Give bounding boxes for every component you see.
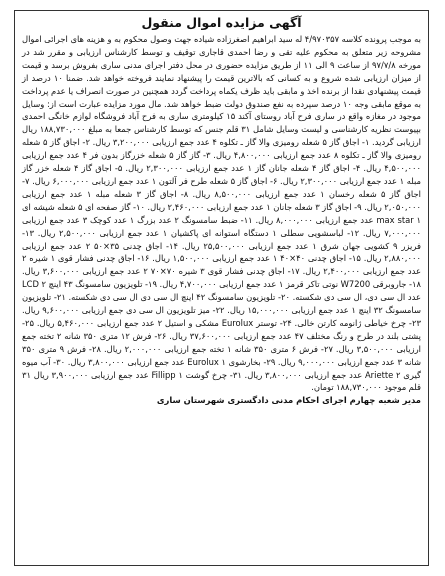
notice-signature: مدیر شعبه چهارم اجرای احکام مدنی دادگستری شهرستان ساری bbox=[156, 395, 421, 406]
notice-title: آگهی مزایده اموال منقول bbox=[141, 15, 302, 30]
auction-notice bbox=[14, 10, 429, 566]
notice-body: به موجب پرونده کلاسه ۴/۹۷۰۳۵۷ له سید ابراهیم اصغرزاده شیاده جهت وصول محکوم به و هزینه های اجرائی اموال مشروحه زیر متعلق به محکوم علیه تقی و رضا احمدی قاجاری توقیف و توسط کارشناس ارزیابی و مقرر شد در مورخه ۹۷/۷/۸ از ساعت ۹ الی ۱۱ از طریق مزایده حضوری در محل دفتر اجرای مدنی ساری بفروش برسد و قیمت از میزان ارزیابی شده شروع و به کسانی که بالاترین قیمت را پیشنهاد نمایند فروخته خواهد شد. ضمنا ۱۰ درصد از قیمت پیشنهادی نقدا از برنده اخذ و مابقی باید ظرف یکماه پرداخت گردد همچنین در صورت انصراف یا عدم پرداخت به موقع مابقی وجه ۱۰ درصد سپرده به نفع صندوق دولت ضبط خواهد شد. مال مورد مزایده عبارت است از: وسایل موجود در مغازه واقع در ساری فرح آباد روستای آکند ۱۵ کیلومتری ساری به فرح آباد فروشگاه لوازم خانگی احمدی بپیوست نظریه کارشناسی و لیست وسایل شامل ۳۱ قلم جنس که توسط کارشناس جمعا به مبلغ ۱۸۸,۷۳۰,۰۰۰ ریال ارزیابی گردید. ۱- اجاق گاز ۵ شعله رومیزی والا گاز ـ تکلوه ۴ عدد جمع ارزیابی ۳,۲۰۰,۰۰۰ ریال. ۲- اجاق گاز ۵ شعله رومیزی والا گاز ـ تکلوه ۸ عدد جمع ارزیابی ۴,۸۰۰,۰۰۰ ریال. ۳- گاز گاز ۵ شعله خزرگاز بدون فر ۴ عدد جمع ارزیابی ۴,۵۰۰,۰۰۰ ریال. ۴- اجاق گاز ۴ شعله جانان گاز ۱ عدد جمع ارزیابی ۲,۳۰۰,۰۰۰ ریال. ۵- اجاق گاز ۴ شعله خزر گاز مبله ۱ عدد جمع ارزیابی ۲,۳۰۰,۰۰۰ ریال. ۶- اجاق گاز ۵ شعله طرح فر آلتون ۱ عدد جمع ارزیابی ۶,۰۰۰,۰۰۰ ریال. ۷- اجاق گاز ۵ شعله رخسان ۱ عدد جمع ارزیابی ۸,۵۰۰,۰۰۰ ریال. ۸- اجاق گاز ۳ شعله مبله ۱ عدد جمع ارزیابی ۲,۰۵۰,۰۰۰ ریال. ۹- اجاق گاز ۳ شعله جانان ۱ عدد جمع ارزیابی ۲,۴۶۰,۰۰۰ ریال. ۱۰- گاز صفحه ای ۵ شعله شیشه ای max star ۱ عدد جمع ارزیابی ۸,۰۰۰,۰۰۰ ریال. ۱۱- ضبط سامسونگ ۲ عدد بزرگ ۱ عدد کوچک ۳ عدد جمع ارزیابی ۷,۰۰۰,۰۰۰ ریال. ۱۲- لباسشویی سطلی ۱ دستگاه استوانه ای پاکشیان ۱ عدد جمع ارزیابی ۲,۵۰۰,۰۰۰ ریال. ۱۳- فریزر ۹ کشویی جهان شرق ۱ عدد جمع ارزیابی ۲۵,۵۰۰,۰۰۰ ریال. ۱۴- اجاق چدنی ۳۵×۵۰ ۲ عدد جمع ارزیابی ۲,۸۸۰,۰۰۰ ریال. ۱۵- اجاق چدنی ۴۰×۴۰ ۱ عدد جمع ارزیابی ۱,۵۰۰,۰۰۰ ریال. ۱۶- اجاق چدنی فشار قوی ۱ شیره ۲ عدد جمع ارزیابی ۲,۴۰۰,۰۰۰ ریال. ۱۷- اجاق چدنی فشار قوی ۳ شیره ۷۰×۷۰ ۲ عدد جمع ارزیابی ۳,۶۰۰,۰۰۰ ریال. ۱۸- جاروبرقی W7200 نوتی تاکر قرمز ۱ عدد جمع ارزیابی ۴,۷۰۰,۰۰۰ ریال. ۱۹- تلویزیون سامسونگ ۴۳ اینچ LCD ۲ عدد ال سی دی، ال سی دی شکسته. ۲۰- تلویزیون سامسونگ ۴۲ اینچ ال سی دی ال سی دی شکسته. ۲۱- تلویزیون سامسونگ ۳۲ اینچ ۱ عدد جمع ارزیابی ۱۵,۰۰۰,۰۰۰ ریال. ۲۲- میز تلویزیون ال سی دی جمع ارزیابی ۹,۶۰۰,۰۰۰ ریال. ۲۳- چرخ خیاطی ژانومه کارتن خالی. ۲۴- توستر Eurolux مشکی و استیل ۲ عدد جمع ارزیابی ۵,۴۶۰,۰۰۰ ریال. ۲۵- پشتی بلند در طرح و رنگ مختلف ۴۷ عدد جمع ارزیابی ۳۷,۶۰۰,۰۰۰ ریال. ۲۶- فرش ۱۲ متری ۳۵۰ شانه ۲ تخته جمع ارزیابی ۳,۵۰۰,۰۰۰ ریال. ۲۷- فرش ۶ متری ۳۵۰ شانه ۱ تخته جمع ارزیابی ۲,۰۰۰,۰۰۰ ریال. ۲۸- فرش ۹ متری ۳۵۰ شانه ۳ عدد جمع ارزیابی ۹,۰۰۰,۰۰۰ ریال. ۲۹- بخارشوی Eurolux ۱ عدد جمع ارزیابی ۳,۸۰۰,۰۰۰ ریال. ۳۰- آب میوه گیری Ariette ۲ عدد جمع ارزیابی ۳,۸۰۰,۰۰۰ ریال. ۳۱- چرخ گوشت Fillipp ۱ عدد جمع ارزیابی ۳,۹۰۰,۰۰۰ ریال ۳۱ قلم موجود ۱۸۸,۷۳۰,۰۰۰ تومان. bbox=[22, 34, 422, 393]
